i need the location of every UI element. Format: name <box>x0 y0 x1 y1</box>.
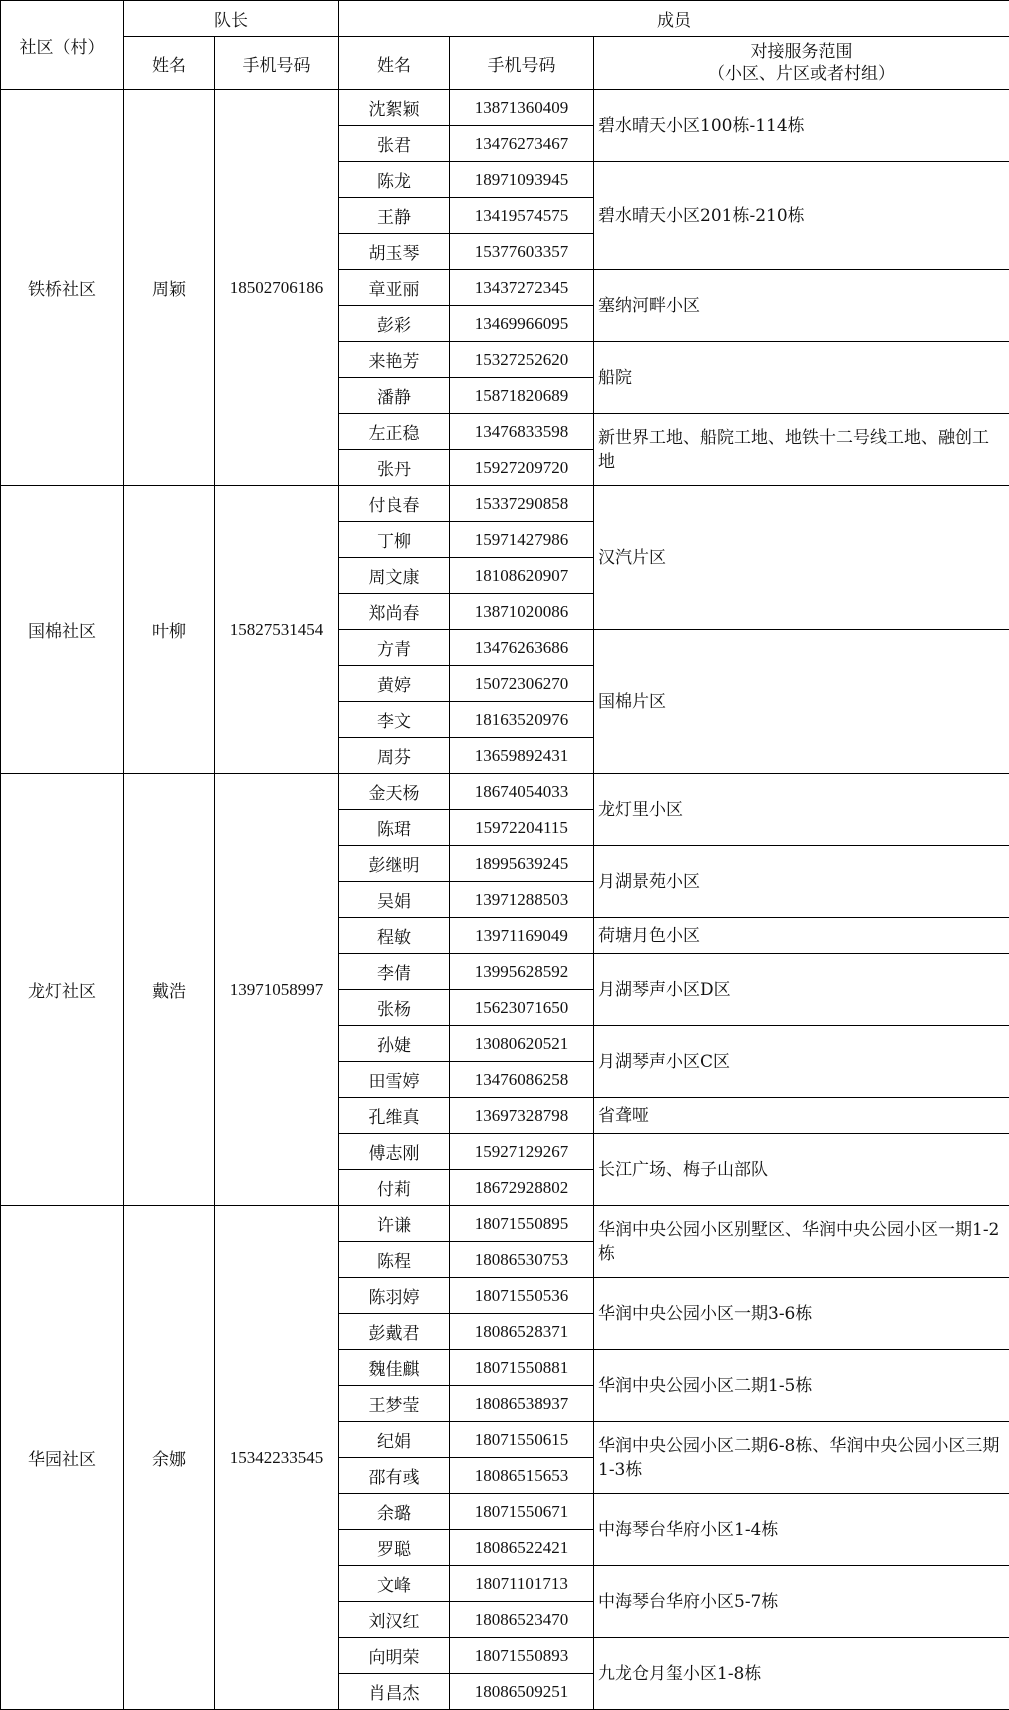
community-name: 华园社区 <box>1 1206 124 1710</box>
member-phone: 15377603357 <box>450 234 594 270</box>
member-name: 陈程 <box>339 1242 450 1278</box>
service-area: 中海琴台华府小区5-7栋 <box>594 1566 1009 1638</box>
service-area: 月湖景苑小区 <box>594 846 1009 918</box>
member-phone: 15072306270 <box>450 666 594 702</box>
member-name: 彭戴君 <box>339 1314 450 1350</box>
member-phone: 15972204115 <box>450 810 594 846</box>
member-phone: 18086509251 <box>450 1674 594 1710</box>
member-phone: 18672928802 <box>450 1170 594 1206</box>
leader-name: 叶柳 <box>124 486 215 774</box>
member-phone: 13469966095 <box>450 306 594 342</box>
member-name: 来艳芳 <box>339 342 450 378</box>
member-name: 付良春 <box>339 486 450 522</box>
service-area: 碧水晴天小区100栋-114栋 <box>594 90 1009 162</box>
member-name: 章亚丽 <box>339 270 450 306</box>
member-phone: 15927209720 <box>450 450 594 486</box>
member-name: 孙婕 <box>339 1026 450 1062</box>
member-phone: 15327252620 <box>450 342 594 378</box>
member-phone: 18086523470 <box>450 1602 594 1638</box>
member-name: 周文康 <box>339 558 450 594</box>
member-phone: 18674054033 <box>450 774 594 810</box>
community-name: 龙灯社区 <box>1 774 124 1206</box>
service-area: 华润中央公园小区一期3-6栋 <box>594 1278 1009 1350</box>
header-leader-phone: 手机号码 <box>215 37 339 90</box>
member-phone: 15971427986 <box>450 522 594 558</box>
header-community: 社区（村） <box>1 1 124 90</box>
member-phone: 15927129267 <box>450 1134 594 1170</box>
member-phone: 13971169049 <box>450 918 594 954</box>
leader-name: 周颖 <box>124 90 215 486</box>
service-area: 汉汽片区 <box>594 486 1009 630</box>
service-area: 华润中央公园小区别墅区、华润中央公园小区一期1-2栋 <box>594 1206 1009 1278</box>
member-phone: 13995628592 <box>450 954 594 990</box>
leader-phone: 18502706186 <box>215 90 339 486</box>
member-phone: 13419574575 <box>450 198 594 234</box>
member-phone: 18108620907 <box>450 558 594 594</box>
member-phone: 18071550895 <box>450 1206 594 1242</box>
member-name: 李文 <box>339 702 450 738</box>
member-name: 王梦莹 <box>339 1386 450 1422</box>
community-name: 国棉社区 <box>1 486 124 774</box>
member-phone: 13476833598 <box>450 414 594 450</box>
member-name: 向明荣 <box>339 1638 450 1674</box>
community-name: 铁桥社区 <box>1 90 124 486</box>
member-name: 张丹 <box>339 450 450 486</box>
leader-name: 戴浩 <box>124 774 215 1206</box>
member-name: 肖昌杰 <box>339 1674 450 1710</box>
table-row <box>1 774 1009 810</box>
member-phone: 18071550881 <box>450 1350 594 1386</box>
table-row <box>1 486 1009 522</box>
leader-phone: 13971058997 <box>215 774 339 1206</box>
leader-name: 余娜 <box>124 1206 215 1710</box>
service-area: 月湖琴声小区C区 <box>594 1026 1009 1098</box>
service-area: 华润中央公园小区二期1-5栋 <box>594 1350 1009 1422</box>
member-name: 黄婷 <box>339 666 450 702</box>
member-name: 金天杨 <box>339 774 450 810</box>
member-name: 王静 <box>339 198 450 234</box>
member-phone: 18086538937 <box>450 1386 594 1422</box>
member-phone: 18086522421 <box>450 1530 594 1566</box>
member-name: 陈龙 <box>339 162 450 198</box>
member-name: 刘汉红 <box>339 1602 450 1638</box>
member-name: 潘静 <box>339 378 450 414</box>
service-area: 龙灯里小区 <box>594 774 1009 846</box>
member-phone: 13871360409 <box>450 90 594 126</box>
service-area: 塞纳河畔小区 <box>594 270 1009 342</box>
member-phone: 13437272345 <box>450 270 594 306</box>
member-phone: 13659892431 <box>450 738 594 774</box>
header-scope-line2: （小区、片区或者村组） <box>708 64 895 84</box>
member-name: 余璐 <box>339 1494 450 1530</box>
header-scope-line1: 对接服务范围 <box>750 42 853 62</box>
member-phone: 13476273467 <box>450 126 594 162</box>
member-name: 李倩 <box>339 954 450 990</box>
leader-phone: 15827531454 <box>215 486 339 774</box>
member-name: 傅志刚 <box>339 1134 450 1170</box>
member-phone: 18163520976 <box>450 702 594 738</box>
member-name: 彭彩 <box>339 306 450 342</box>
member-name: 丁柳 <box>339 522 450 558</box>
member-phone: 18086528371 <box>450 1314 594 1350</box>
member-name: 沈絮颖 <box>339 90 450 126</box>
service-area: 荷塘月色小区 <box>594 918 1009 954</box>
member-name: 左正稳 <box>339 414 450 450</box>
service-area: 新世界工地、船院工地、地铁十二号线工地、融创工地 <box>594 414 1009 486</box>
member-phone: 18071101713 <box>450 1566 594 1602</box>
member-phone: 18071550615 <box>450 1422 594 1458</box>
member-name: 彭继明 <box>339 846 450 882</box>
member-name: 邵有彧 <box>339 1458 450 1494</box>
member-phone: 18086515653 <box>450 1458 594 1494</box>
member-phone: 15337290858 <box>450 486 594 522</box>
member-name: 田雪婷 <box>339 1062 450 1098</box>
member-phone: 13697328798 <box>450 1098 594 1134</box>
header-member-name: 姓名 <box>339 37 450 90</box>
member-name: 郑尚春 <box>339 594 450 630</box>
member-phone: 13871020086 <box>450 594 594 630</box>
member-phone: 13476086258 <box>450 1062 594 1098</box>
header-members: 成员 <box>339 1 1009 37</box>
service-area: 九龙仓月玺小区1-8栋 <box>594 1638 1009 1710</box>
service-area: 船院 <box>594 342 1009 414</box>
member-name: 张君 <box>339 126 450 162</box>
member-name: 方青 <box>339 630 450 666</box>
table-header <box>1 1 1009 90</box>
service-area: 中海琴台华府小区1-4栋 <box>594 1494 1009 1566</box>
member-name: 陈珺 <box>339 810 450 846</box>
member-name: 纪娟 <box>339 1422 450 1458</box>
member-phone: 13476263686 <box>450 630 594 666</box>
header-member-phone: 手机号码 <box>450 37 594 90</box>
service-area: 碧水晴天小区201栋-210栋 <box>594 162 1009 270</box>
member-name: 吴娟 <box>339 882 450 918</box>
member-name: 文峰 <box>339 1566 450 1602</box>
table-row <box>1 1206 1009 1242</box>
service-area: 月湖琴声小区D区 <box>594 954 1009 1026</box>
member-phone: 18071550893 <box>450 1638 594 1674</box>
member-name: 张杨 <box>339 990 450 1026</box>
member-phone: 15623071650 <box>450 990 594 1026</box>
member-phone: 15871820689 <box>450 378 594 414</box>
table-row <box>1 90 1009 126</box>
member-phone: 18071550536 <box>450 1278 594 1314</box>
member-name: 许谦 <box>339 1206 450 1242</box>
header-leader: 队长 <box>124 1 339 37</box>
member-name: 周芬 <box>339 738 450 774</box>
member-name: 孔维真 <box>339 1098 450 1134</box>
header-service-scope <box>594 37 1009 90</box>
member-phone: 13971288503 <box>450 882 594 918</box>
table-body <box>1 90 1009 1710</box>
member-name: 胡玉琴 <box>339 234 450 270</box>
member-phone: 18971093945 <box>450 162 594 198</box>
header-leader-name: 姓名 <box>124 37 215 90</box>
leader-phone: 15342233545 <box>215 1206 339 1710</box>
member-name: 付莉 <box>339 1170 450 1206</box>
member-phone: 18995639245 <box>450 846 594 882</box>
service-area: 华润中央公园小区二期6-8栋、华润中央公园小区三期1-3栋 <box>594 1422 1009 1494</box>
member-name: 程敏 <box>339 918 450 954</box>
service-area: 长江广场、梅子山部队 <box>594 1134 1009 1206</box>
member-name: 魏佳麒 <box>339 1350 450 1386</box>
member-phone: 18086530753 <box>450 1242 594 1278</box>
member-phone: 18071550671 <box>450 1494 594 1530</box>
service-area: 国棉片区 <box>594 630 1009 774</box>
member-name: 罗聪 <box>339 1530 450 1566</box>
member-phone: 13080620521 <box>450 1026 594 1062</box>
service-area: 省聋哑 <box>594 1098 1009 1134</box>
member-name: 陈羽婷 <box>339 1278 450 1314</box>
